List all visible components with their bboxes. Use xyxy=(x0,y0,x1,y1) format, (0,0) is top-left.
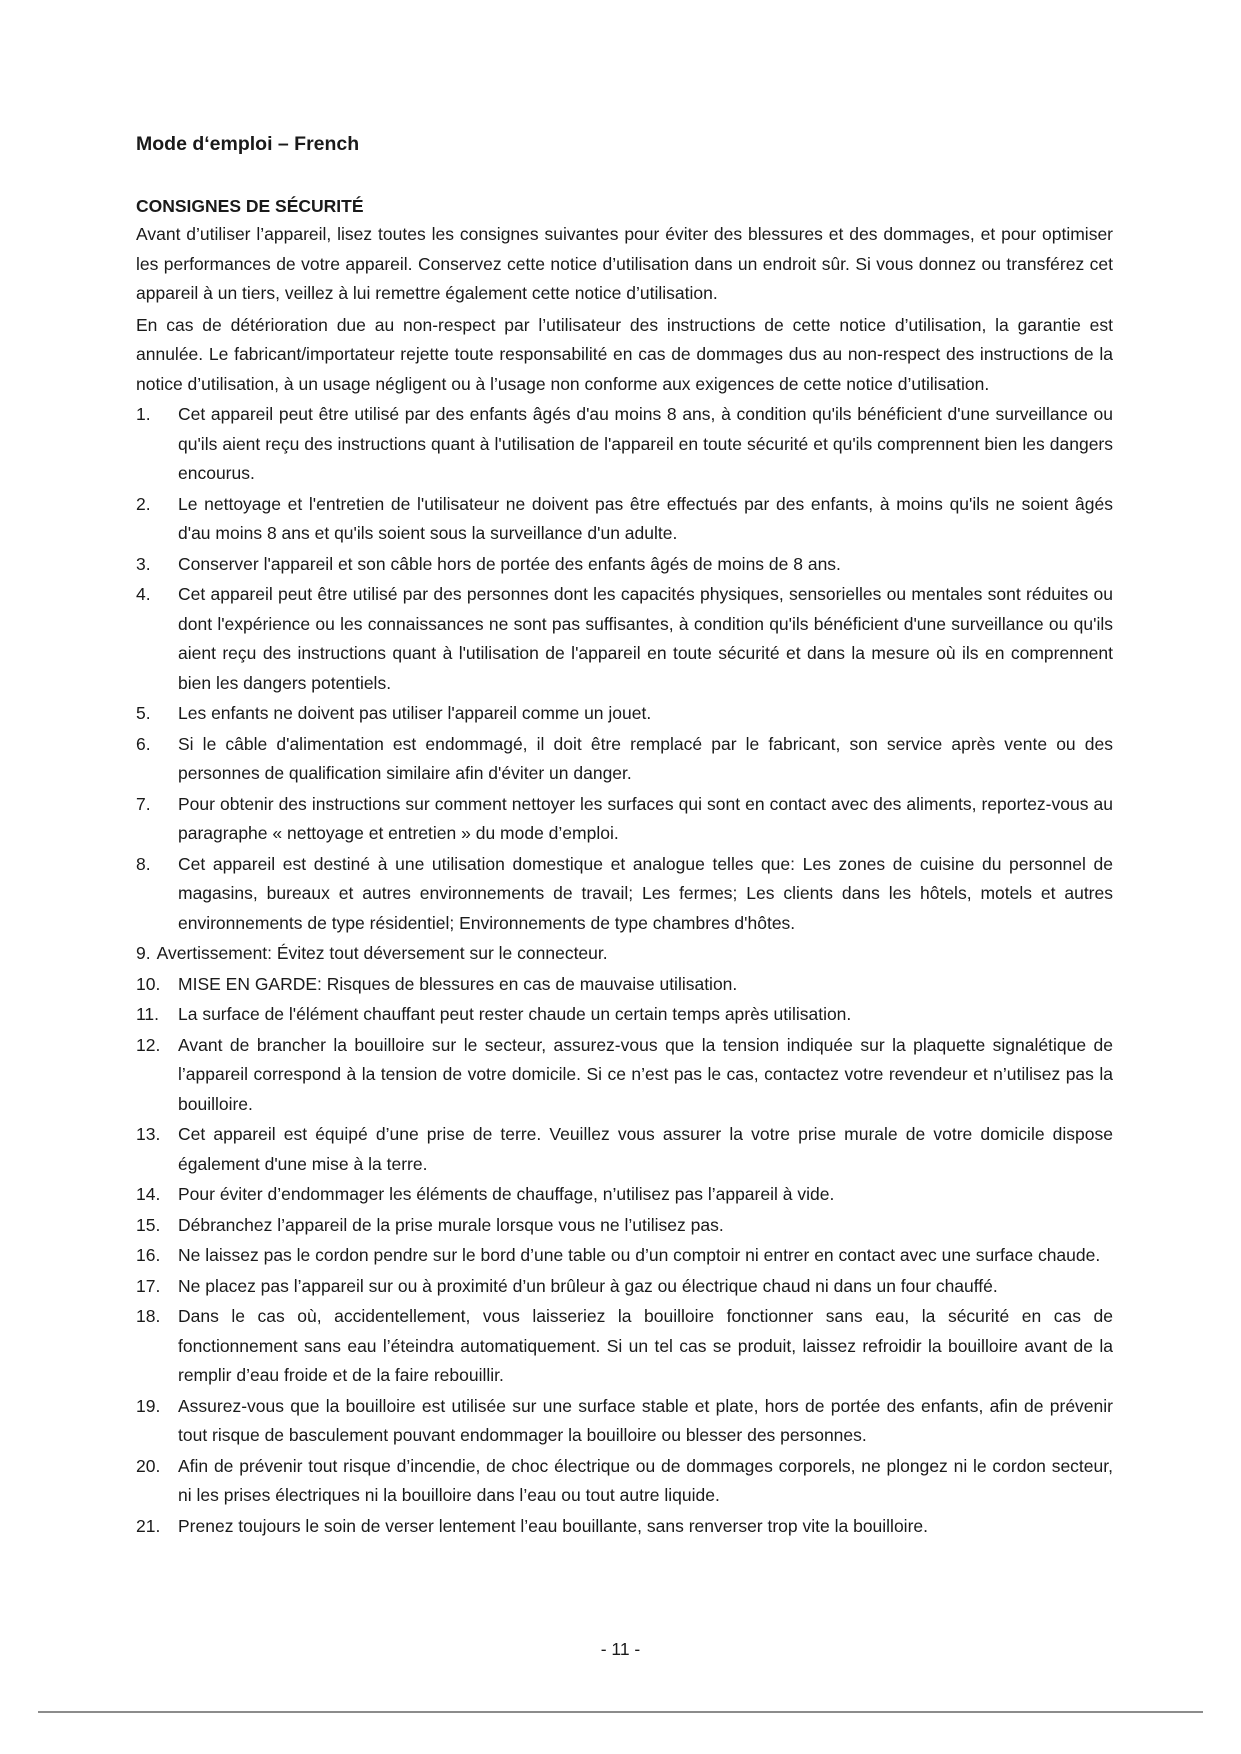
safety-rules-list xyxy=(136,400,1113,1541)
rule-number: 2. xyxy=(136,493,151,514)
page-number: - 11 - xyxy=(600,1639,641,1659)
rule-number: 15. xyxy=(136,1214,161,1235)
rule-text: Cet appareil est destiné à une utilisation domestique et analogue telles que: Les zones de cuisine du personnel de magasins, bureaux et autres environnements de travail; Les fermes; Les clients dans les hôtels, motels et autres environnements de type résidentiel; Environnements de type chambres d'hôtes. xyxy=(178,853,1113,933)
rule-number: 13. xyxy=(136,1124,161,1144)
rule-text: Pour obtenir des instructions sur comment nettoyer les surfaces qui sont en contact avec des aliments, reportez-vous au paragraphe « nettoyage et entretien » du mode d’emploi. xyxy=(178,793,1113,843)
rule-text: MISE EN GARDE: Risques de blessures en cas de mauvaise utilisation. xyxy=(178,973,738,994)
rule-text: Afin de prévenir tout risque d’incendie, de choc électrique ou de dommages corporels, ne plongez ni le cordon secteur, ni les prises électriques ni la bouilloire dans l’eau ou tout autre liquide. xyxy=(178,1455,1113,1505)
safety-rule-item xyxy=(136,1512,1113,1542)
rule-text: Avant de brancher la bouilloire sur le secteur, assurez-vous que la tension indiquée sur la plaquette signalétique de l’appareil correspond à la tension de votre domicile. Si ce n’est pas le cas, contactez votre revendeur et n’utilisez pas la bouilloire. xyxy=(178,1034,1113,1114)
rule-number: 16. xyxy=(136,1245,161,1265)
safety-rule-item xyxy=(136,1452,1113,1511)
safety-rule-item xyxy=(136,699,1113,729)
safety-rule-item xyxy=(136,1241,1113,1271)
safety-rule-item xyxy=(136,939,1113,969)
safety-rule-item xyxy=(136,730,1113,789)
rule-number: 21. xyxy=(136,1515,161,1536)
rule-text: Pour éviter d’endommager les éléments de chauffage, n’utilisez pas l’appareil à vide. xyxy=(178,1184,835,1204)
safety-rule-item xyxy=(136,1272,1113,1302)
rule-number: 4. xyxy=(136,584,151,604)
rule-text: Ne placez pas l’appareil sur ou à proximité d’un brûleur à gaz ou électrique chaud ni dans un four chauffé. xyxy=(178,1275,998,1296)
section-heading: CONSIGNES DE SÉCURITÉ xyxy=(136,196,364,216)
safety-rule-item xyxy=(136,1000,1113,1030)
rule-number: 11. xyxy=(136,1004,160,1024)
rule-number: 1. xyxy=(136,404,151,424)
rule-number: 6. xyxy=(136,733,151,754)
intro-text xyxy=(136,220,1113,399)
rule-text: Le nettoyage et l'entretien de l'utilisateur ne doivent pas être effectués par des enfants, à moins qu'ils ne soient âgés d'au moins 8 ans et qu'ils soient sous la surveillance d'un adulte. xyxy=(178,493,1113,543)
safety-rule-item xyxy=(136,790,1113,849)
rule-text: Assurez-vous que la bouilloire est utilisée sur une surface stable et plate, hors de portée des enfants, afin de prévenir tout risque de basculement pouvant endommager la bouilloire ou blesser des personnes. xyxy=(178,1395,1113,1445)
safety-rule-item xyxy=(136,1180,1113,1210)
safety-rule-item xyxy=(136,1120,1113,1179)
safety-rule-item xyxy=(136,580,1113,698)
rule-text: Avertissement: Évitez tout déversement sur le connecteur. xyxy=(156,943,608,963)
safety-rule-item xyxy=(136,970,1113,1000)
intro-paragraph: Avant d’utiliser l’appareil, lisez toutes les consignes suivantes pour éviter des blessures et des dommages, et pour optimiser les performances de votre appareil. Conservez cette notice d’utilisation dans un endroit sûr. Si vous donnez ou transférez cet appareil à un tiers, veillez à lui remettre également cette notice d’utilisation. xyxy=(136,224,1113,303)
safety-rule-item xyxy=(136,1031,1113,1120)
safety-rule-item xyxy=(136,400,1113,489)
rule-number: 3. xyxy=(136,553,151,574)
rule-number: 12. xyxy=(136,1034,161,1055)
rule-number: 5. xyxy=(136,703,151,723)
safety-rule-item xyxy=(136,850,1113,939)
rule-text: Conserver l'appareil et son câble hors de portée des enfants âgés de moins de 8 ans. xyxy=(178,553,841,574)
rule-text: Cet appareil peut être utilisé par des personnes dont les capacités physiques, sensorielles ou mentales sont réduites ou dont l'expérience ou les connaissances ne sont pas suffisantes, à condition qu'ils bénéficient d'une surveillance ou qu'ils aient reçu des instructions quant à l'utilisation de l'appareil en toute sécurité et dans la mesure où ils en comprennent bien les dangers potentiels. xyxy=(178,584,1113,693)
rule-number: 9. xyxy=(136,943,151,963)
rule-number: 20. xyxy=(136,1455,161,1476)
safety-rule-item xyxy=(136,1392,1113,1451)
footer-divider xyxy=(38,1711,1203,1713)
document-page xyxy=(136,130,1113,1541)
rule-number: 8. xyxy=(136,853,151,874)
safety-rule-item xyxy=(136,490,1113,549)
rule-number: 18. xyxy=(136,1306,161,1326)
rule-text: Les enfants ne doivent pas utiliser l'appareil comme un jouet. xyxy=(178,703,652,723)
rule-number: 10. xyxy=(136,973,161,994)
rule-text: Débranchez l’appareil de la prise murale lorsque vous ne l’utilisez pas. xyxy=(178,1214,724,1235)
rule-text: Prenez toujours le soin de verser lentement l’eau bouillante, sans renverser trop vite la bouilloire. xyxy=(178,1515,928,1536)
rule-text: Ne laissez pas le cordon pendre sur le bord d’une table ou d’un comptoir ni entrer en contact avec une surface chaude. xyxy=(178,1245,1101,1265)
document-title: Mode d‘emploi – French xyxy=(136,133,360,155)
rule-text: Cet appareil est équipé d’une prise de terre. Veuillez vous assurer la votre prise murale de votre domicile dispose également d'une mise à la terre. xyxy=(178,1124,1113,1174)
rule-number: 14. xyxy=(136,1184,161,1204)
rule-text: La surface de l'élément chauffant peut rester chaude un certain temps après utilisation. xyxy=(178,1004,852,1024)
intro-paragraph: En cas de détérioration due au non-respect par l’utilisateur des instructions de cette notice d’utilisation, la garantie est annulée. Le fabricant/importateur rejette toute responsabilité en cas de dommages dus au non-respect des instructions de la notice d’utilisation, à un usage négligent ou à l’usage non conforme aux exigences de cette notice d’utilisation. xyxy=(136,314,1113,394)
rule-number: 17. xyxy=(136,1275,161,1296)
rule-text: Dans le cas où, accidentellement, vous laisseriez la bouilloire fonctionner sans eau, la sécurité en cas de fonctionnement sans eau l’éteindra automatiquement. Si un tel cas se produit, laissez refroidir la bouilloire avant de la remplir d’eau froide et de la faire rebouillir. xyxy=(178,1306,1113,1385)
rule-number: 19. xyxy=(136,1395,161,1416)
rule-text: Si le câble d'alimentation est endommagé, il doit être remplacé par le fabricant, son service après vente ou des personnes de qualification similaire afin d'éviter un danger. xyxy=(178,733,1113,783)
safety-rule-item xyxy=(136,1302,1113,1391)
rule-text: Cet appareil peut être utilisé par des enfants âgés d'au moins 8 ans, à condition qu'ils bénéficient d'une surveillance ou qu'ils aient reçu des instructions quant à l'utilisation de l'appareil en toute sécurité et qu'ils comprennent bien les dangers encourus. xyxy=(178,404,1113,483)
safety-rule-item xyxy=(136,550,1113,580)
rule-number: 7. xyxy=(136,793,151,814)
safety-rule-item xyxy=(136,1211,1113,1241)
